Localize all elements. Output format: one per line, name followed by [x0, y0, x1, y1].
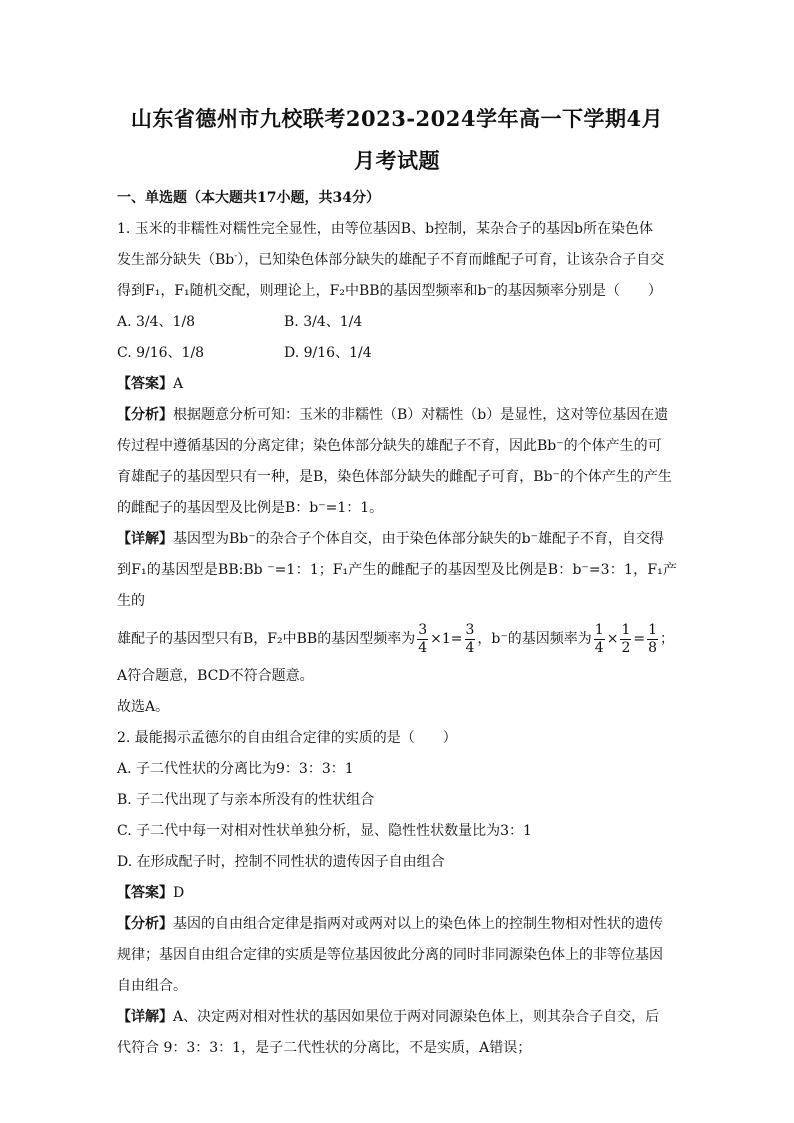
- q1-detail-line-2: 到F₁的基因型是BB:Bb ⁻=1：1；F₁产生的雌配子的基因型及比例是B：b⁻=3：1，F₁产生的: [117, 562, 677, 609]
- q1-analysis-line-1: [117, 400, 677, 431]
- q2-analysis-line-3: 自由组合。: [117, 978, 187, 994]
- analysis-text: 根据题意分析可知：玉米的非糯性（B）对糯性（b）是显性，这对等位基因在遗: [173, 407, 669, 423]
- detail-text: 雄配子的基因型只有B，F₂中BB的基因型频率为: [117, 631, 416, 647]
- answer-value: D: [173, 885, 185, 901]
- q2-option-d: D. 在形成配子时，控制不同性状的遗传因子自由组合: [117, 854, 445, 870]
- detail-text: ，b⁻的基因频率为: [477, 631, 592, 647]
- q1-option-b: B. 3/4、1/4: [284, 314, 363, 330]
- fraction-3-4: [465, 622, 476, 657]
- answer-value: A: [173, 376, 184, 392]
- q2-option-c: C. 子二代中每一对相对性状单独分析，显、隐性性状数量比为3：1: [117, 823, 532, 839]
- q2-analysis-line-2: 规律；基因自由组合定律的实质是等位基因彼此分离的同时非同源染色体上的非等位基因: [117, 947, 663, 963]
- math-operator: ×: [606, 631, 619, 647]
- fraction-denominator: 4: [594, 639, 604, 656]
- q1-option-c: C. 9/16、1/8: [117, 345, 205, 361]
- fraction-1-4: [594, 622, 605, 657]
- fraction-numerator: 1: [648, 621, 658, 638]
- q2-analysis-line-1: [117, 909, 677, 940]
- q1-detail-line-4: A符合题意，BCD不符合题意。: [117, 668, 314, 684]
- q1-options-row-1: [117, 307, 677, 338]
- math-operator: =: [633, 631, 646, 647]
- math-operator: ×1=: [430, 631, 463, 647]
- q1-conclusion: 故选A。: [117, 699, 170, 715]
- q2-option-a: A. 子二代性状的分离比为9：3：3：1: [117, 761, 354, 777]
- q2-detail-line-1: [117, 1002, 677, 1033]
- q1-detail-line-1: [117, 524, 677, 555]
- q1-stem-line-1: 1. 玉米的非糯性对糯性完全显性，由等位基因B、b控制，某杂合子的基因b所在染色体: [117, 221, 654, 237]
- q1-option-a: A. 3/4、1/8: [117, 314, 196, 330]
- answer-tag: 【答案】: [117, 885, 173, 901]
- fraction-numerator: 1: [594, 621, 604, 638]
- fraction-denominator: 4: [418, 639, 428, 656]
- detail-text: A、决定两对相对性状的基因如果位于两对同源染色体上，则其杂合子自交，后: [173, 1009, 660, 1025]
- detail-tag: 【详解】: [117, 1009, 173, 1025]
- q1-stem-line-2: [117, 245, 677, 276]
- q2-detail-line-2: 代符合 9：3：3：1，是子二代性状的分离比，不是实质，A错误；: [117, 1040, 532, 1056]
- analysis-tag: 【分析】: [117, 407, 173, 423]
- q1-option-d: D. 9/16、1/4: [284, 345, 372, 361]
- fraction-denominator: 4: [465, 639, 475, 656]
- fraction-3-4: [417, 622, 428, 657]
- analysis-text: 基因的自由组合定律是指两对或两对以上的染色体上的控制生物相对性状的遗传: [173, 916, 663, 932]
- analysis-tag: 【分析】: [117, 916, 173, 932]
- fraction-numerator: 3: [418, 621, 428, 638]
- q1-detail-line-3: [117, 617, 677, 661]
- punctuation: ；: [660, 631, 675, 647]
- q1-stem-text: ），已知染色体部分缺失的雄配子不育而雌配子可育，让该杂合子自交: [237, 252, 665, 268]
- document-title-line-1: 山东省德州市九校联考2023-2024学年高一下学期4月: [130, 106, 664, 131]
- q1-options-row-2: [117, 338, 677, 369]
- q1-stem-text: 发生部分缺失（Bb: [117, 252, 235, 268]
- q1-stem-line-3: 得到F₁，F₁随机交配，则理论上，F₂中BB的基因型频率和b⁻的基因频率分别是（ ）: [117, 283, 662, 299]
- fraction-denominator: 2: [621, 639, 631, 656]
- q2-answer: [117, 878, 677, 909]
- document-title-line-2: 月考试题: [354, 148, 440, 173]
- answer-tag: 【答案】: [117, 376, 173, 392]
- section-heading: 一、单选题（本大题共17小题，共34分）: [117, 190, 380, 206]
- q2-stem: 2. 最能揭示孟德尔的自由组合定律的实质的是（ ）: [117, 730, 457, 746]
- superscript-minus: -: [234, 251, 238, 262]
- fraction-denominator: 8: [648, 639, 658, 656]
- q1-analysis-line-4: 的雌配子的基因型及比例是B：b⁻=1：1。: [117, 500, 384, 516]
- document-body: [117, 183, 677, 1064]
- q1-answer: [117, 369, 677, 400]
- fraction-1-2: [620, 622, 631, 657]
- fraction-numerator: 3: [465, 621, 475, 638]
- q1-analysis-line-2: 传过程中遵循基因的分离定律；染色体部分缺失的雄配子不育，因此Bb⁻的个体产生的可: [117, 438, 662, 454]
- detail-tag: 【详解】: [117, 531, 173, 547]
- q2-option-b: B. 子二代出现了与亲本所没有的性状组合: [117, 792, 375, 808]
- detail-text: 基因型为Bb⁻的杂合子个体自交，由于染色体部分缺失的b⁻雄配子不育，自交得: [173, 531, 664, 547]
- q1-analysis-line-3: 育雄配子的基因型只有一种，是B，染色体部分缺失的雌配子可育，Bb⁻的个体产生的产生: [117, 469, 672, 485]
- fraction-1-8: [647, 622, 658, 657]
- fraction-numerator: 1: [621, 621, 631, 638]
